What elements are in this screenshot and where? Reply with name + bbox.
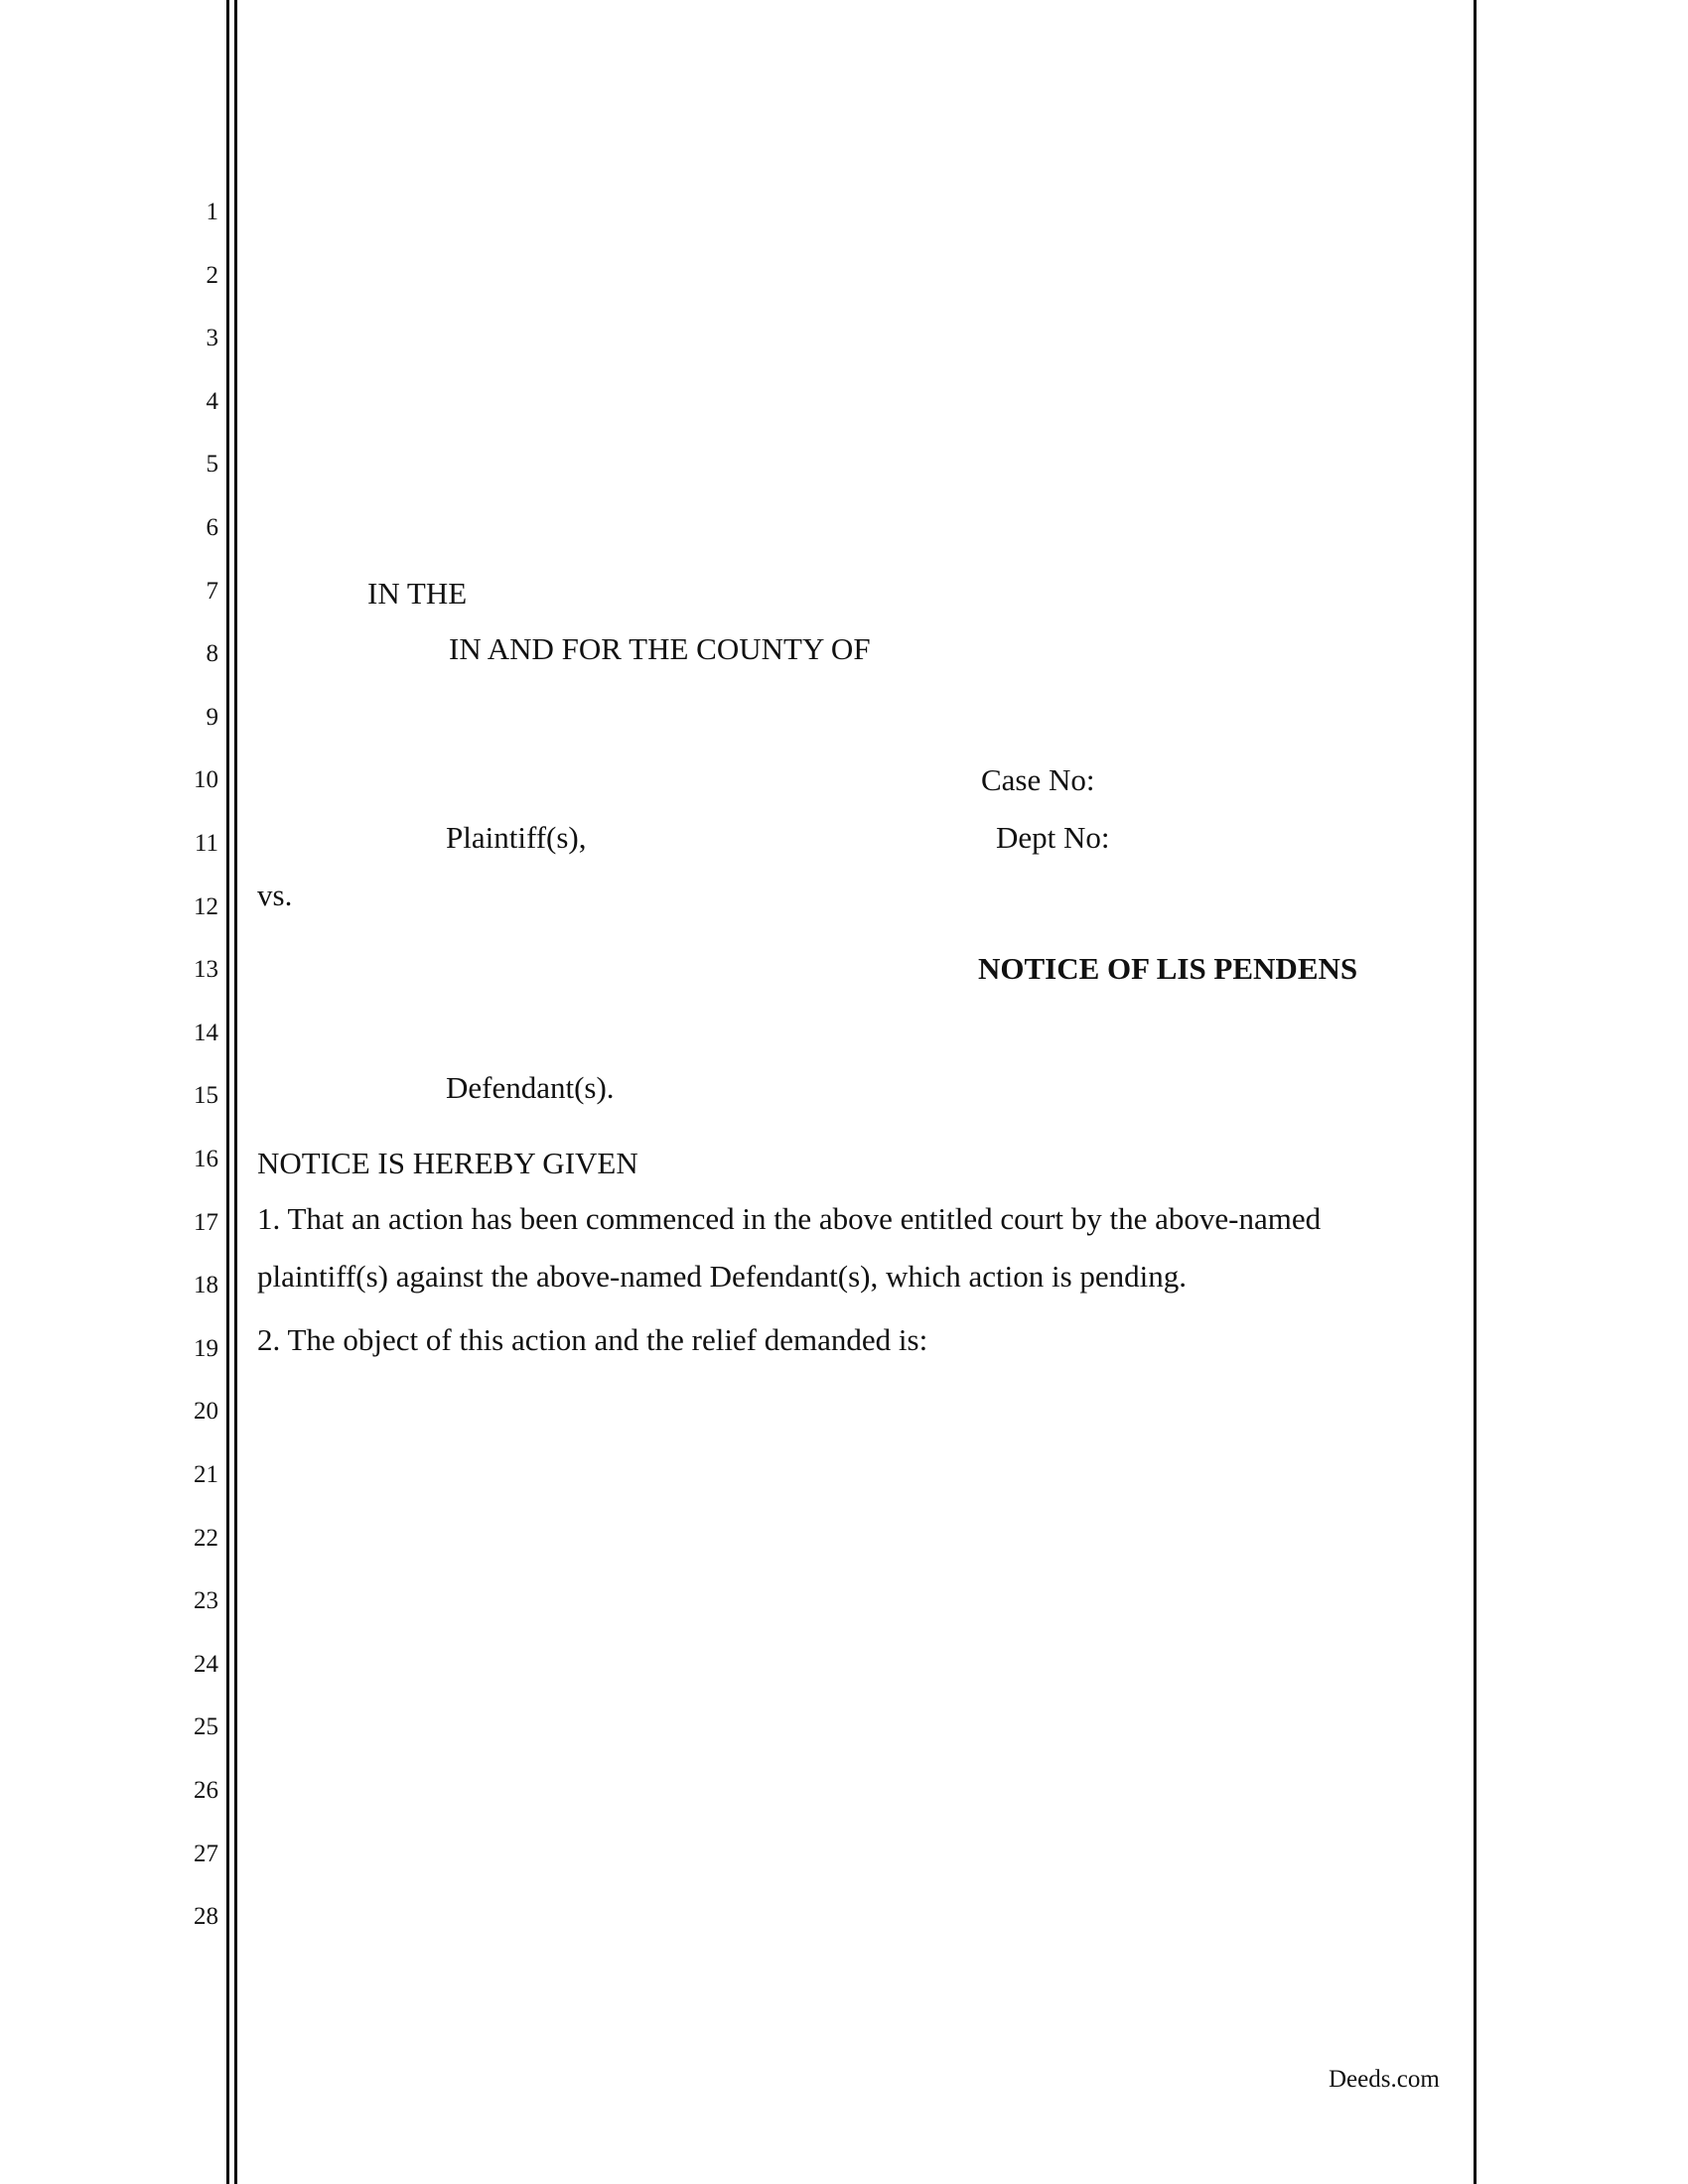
- line-number: 27: [194, 1840, 218, 1867]
- defendant-label: Defendant(s).: [446, 1070, 615, 1105]
- line-number: 25: [194, 1713, 218, 1741]
- line-number: 2: [206, 261, 218, 289]
- line-number: 5: [206, 451, 218, 478]
- item-2-line: 2. The object of this action and the relief demanded is:: [257, 1322, 928, 1357]
- line-number: 1: [206, 199, 218, 225]
- line-number: 7: [206, 577, 218, 605]
- court-heading-line-1: IN THE: [367, 576, 468, 611]
- line-number: 23: [194, 1587, 218, 1615]
- line-number: 3: [206, 325, 218, 352]
- court-heading-line-2: IN AND FOR THE COUNTY OF: [449, 631, 871, 666]
- department-number-label: Dept No:: [996, 820, 1110, 855]
- line-number: 16: [194, 1146, 218, 1172]
- left-margin-rule-outer: [226, 0, 229, 2184]
- line-number: 28: [194, 1903, 218, 1931]
- line-number: 6: [206, 514, 218, 541]
- line-number: 17: [194, 1208, 218, 1236]
- plaintiff-label: Plaintiff(s),: [446, 820, 587, 855]
- line-number: 26: [194, 1777, 218, 1804]
- right-margin-rule: [1474, 0, 1477, 2184]
- case-number-label: Case No:: [981, 762, 1095, 797]
- line-number: 10: [194, 766, 218, 794]
- line-number: 12: [194, 892, 218, 920]
- notice-heading: NOTICE IS HEREBY GIVEN: [257, 1146, 638, 1180]
- line-number: 4: [206, 387, 218, 415]
- left-margin-rule-inner: [234, 0, 237, 2184]
- footer-brand: Deeds.com: [1329, 2066, 1440, 2093]
- line-number: 11: [194, 830, 218, 857]
- line-number: 20: [194, 1398, 218, 1426]
- line-number: 13: [194, 956, 218, 984]
- line-number: 19: [194, 1334, 218, 1362]
- line-number: 9: [206, 703, 218, 731]
- item-1-line-1: 1. That an action has been commenced in the above entitled court by the above-named: [257, 1201, 1322, 1236]
- line-number: 22: [194, 1524, 218, 1552]
- line-number: 18: [194, 1272, 218, 1299]
- item-1-line-2: plaintiff(s) against the above-named Defendant(s), which action is pending.: [257, 1259, 1188, 1294]
- line-number: 15: [194, 1082, 218, 1110]
- line-number: 8: [206, 640, 218, 668]
- line-number-column: [0, 0, 223, 2184]
- line-number: 24: [194, 1650, 218, 1678]
- versus-label: vs.: [257, 878, 293, 912]
- document-title: NOTICE OF LIS PENDENS: [978, 951, 1358, 986]
- line-number: 21: [194, 1461, 218, 1488]
- line-number: 14: [194, 1019, 218, 1046]
